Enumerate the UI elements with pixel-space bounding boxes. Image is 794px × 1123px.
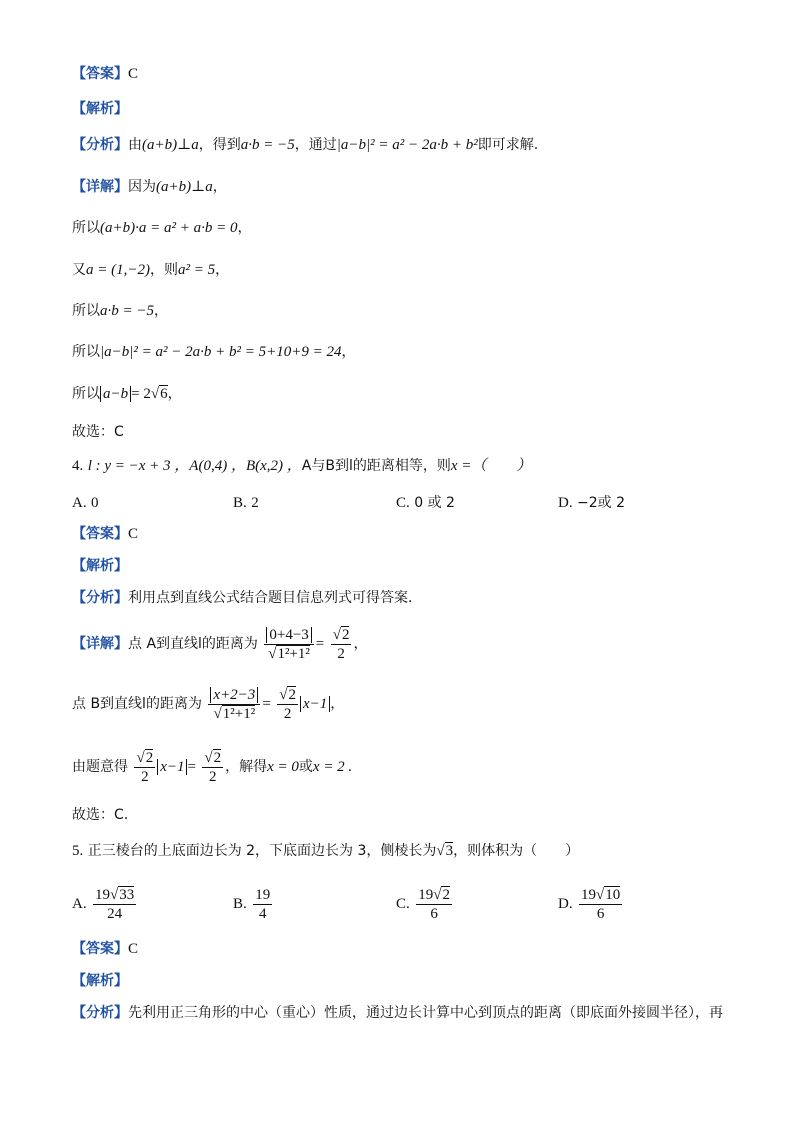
q3-answer-line: [72, 64, 754, 84]
text: 利用点到直线公式结合题目信息列式可得答案.: [128, 590, 413, 606]
numerator: 19: [418, 886, 434, 903]
option-value: 0 或 2: [414, 495, 455, 511]
denominator: 2: [283, 705, 292, 722]
answer-tag: 【答案】: [72, 526, 128, 542]
denominator: 2: [337, 645, 345, 662]
option-label: A.: [72, 896, 87, 912]
q3-analysis-line: [72, 99, 754, 119]
q3-step-2: [72, 218, 754, 238]
option-label: C.: [396, 896, 410, 912]
equals: =: [187, 759, 196, 775]
option-label: B.: [233, 495, 247, 511]
q4-detail-line: [72, 622, 754, 666]
fraction: $\frac{19√2}{6}$: [418, 886, 450, 922]
q5-option-a: [72, 882, 138, 926]
analysis-tag: 【解析】: [72, 101, 128, 117]
numerator: 2: [213, 749, 222, 766]
fenxi-tag: 【分析】: [72, 1005, 128, 1021]
equals: =: [262, 696, 271, 712]
text: ，则体积为（ ）: [453, 843, 580, 859]
analysis-tag: 【解析】: [72, 558, 128, 574]
q4-option-c: [396, 493, 455, 513]
fraction: $\frac{x+2-3}{\text{√1²+1²}}$: [208, 686, 260, 723]
fraction: $\frac{√2}{2}$: [332, 626, 350, 662]
numerator: 2: [145, 749, 154, 766]
math-expr: |a−b|² = a² − 2a·b + b² = 5+10+9 = 24: [100, 344, 342, 360]
q5-answer-line: [72, 939, 754, 959]
denominator: 1²+1²: [277, 645, 310, 662]
fraction: $\frac{√2}{2}$: [204, 749, 222, 785]
text: ，: [154, 303, 168, 319]
text: ，: [330, 696, 345, 712]
numerator-sqrt: 33: [119, 886, 135, 903]
q5-option-d: [558, 882, 624, 926]
math-abs: x−1: [157, 759, 187, 775]
text: ，: [353, 636, 368, 652]
q3-step-4: [72, 301, 754, 321]
text: ，: [341, 344, 356, 360]
q5-fenxi-line: [72, 1003, 754, 1023]
numerator-sqrt: 10: [605, 886, 621, 903]
detail-tag: 【详解】: [72, 636, 128, 652]
question-number: 5.: [72, 843, 84, 859]
numerator: 0+4−3: [266, 627, 311, 643]
text: 由: [128, 137, 142, 153]
numerator: 19: [95, 886, 111, 903]
q5-option-c: [396, 882, 454, 926]
text: 先利用正三角形的中心（重心）性质，通过边长计算中心到顶点的距离（即底面外接圆半径），再: [128, 1005, 723, 1021]
numerator: 2: [341, 626, 350, 643]
math-sqrt: 6: [160, 386, 168, 402]
text: ，通过: [294, 137, 337, 153]
text: 点 A到直线l的距离为: [128, 636, 258, 652]
answer-value: C: [128, 526, 139, 542]
numerator: 19: [255, 886, 271, 903]
math-expr: a·b = −5: [100, 303, 154, 319]
q3-step-3: [72, 260, 754, 280]
numerator: 19: [581, 886, 597, 903]
math-sqrt: 3: [445, 843, 454, 859]
fenxi-tag: 【分析】: [72, 137, 128, 153]
denominator: 24: [107, 905, 123, 922]
numerator: x+2−3: [210, 687, 258, 703]
text: 所以: [72, 386, 100, 402]
text: 所以: [72, 344, 100, 360]
math-expr: (a+b)⊥a: [142, 137, 199, 153]
math-expr: (a+b)⊥a: [156, 179, 213, 195]
q5-analysis-line: [72, 971, 754, 991]
math-expr: a² = 5: [177, 262, 216, 278]
math-abs: x−1: [300, 696, 330, 712]
text: 因为: [128, 179, 156, 195]
q3-step-6: 所以 a−b = 2√6，: [72, 386, 182, 402]
numerator: 2: [288, 686, 296, 703]
text: 所以: [72, 220, 100, 236]
option-value: −2或 2: [577, 495, 626, 511]
answer-tag: 【答案】: [72, 941, 128, 957]
q5-stem: 5. 正三棱台的上底面边长为 2，下底面边长为 3，侧棱长为√3，则体积为（ ）: [72, 843, 580, 859]
fraction: $\frac{19√33}{24}$: [95, 886, 135, 922]
option-value: 2: [251, 495, 259, 511]
numerator-sqrt: 2: [442, 886, 450, 903]
q4-analysis-line: [72, 556, 754, 576]
fraction: $\frac{√2}{2}$: [136, 749, 154, 785]
math-expr: = 2: [131, 386, 151, 402]
denominator: 4: [258, 905, 267, 922]
math-expr: (a+b)·a = a² + a·b = 0: [100, 220, 238, 236]
math-expr: x =（ ）: [450, 458, 532, 474]
q3-choice: 故选：C: [72, 424, 124, 440]
math-abs: a−b: [100, 386, 131, 402]
equals: =: [315, 636, 325, 652]
q4-answer-line: [72, 524, 754, 544]
text: ，: [215, 262, 230, 278]
detail-tag: 【详解】: [72, 179, 128, 195]
question-number: 4.: [72, 458, 84, 474]
fenxi-tag: 【分析】: [72, 590, 128, 606]
text: 或: [298, 759, 313, 775]
q3-detail-line: [72, 177, 754, 197]
q4-fenxi-line: [72, 588, 754, 608]
q4-choice: 故选：C.: [72, 807, 129, 823]
denominator: 1²+1²: [222, 705, 256, 722]
fraction: $\frac{0+4-3}{\text{√1²+1²}}$: [264, 626, 313, 663]
text: ，: [237, 220, 252, 236]
text: 即可求解.: [477, 137, 539, 153]
option-value: 0: [91, 495, 99, 511]
text: 所以: [72, 303, 100, 319]
q4-option-b: [233, 493, 259, 513]
text: 又: [72, 262, 86, 278]
fraction: $\frac{19√10}{6}$: [581, 886, 621, 922]
answer-tag: 【答案】: [72, 66, 128, 82]
text: ，: [212, 179, 227, 195]
math-expr: a = (1,−2): [86, 262, 150, 278]
q3-fenxi-line: [72, 135, 754, 155]
math-expr: |a−b|² = a² − 2a·b + b²: [336, 137, 478, 153]
analysis-tag: 【解析】: [72, 973, 128, 989]
option-label: D.: [558, 896, 573, 912]
text: ，: [167, 386, 182, 402]
denominator: 6: [430, 905, 438, 922]
answer-value: C: [128, 941, 139, 957]
math-expr: l : y = −x + 3 ，A(0,4) ，B(x,2) ，: [87, 458, 302, 474]
q5-option-b: [233, 882, 274, 926]
q4-step-2: [72, 682, 754, 726]
option-label: D.: [558, 495, 573, 511]
option-label: B.: [233, 896, 247, 912]
text: ，解得: [225, 759, 268, 775]
q3-step-5: [72, 342, 754, 362]
fraction: $\frac{√2}{2}$: [279, 686, 296, 722]
text: 正三棱台的上底面边长为 2，下底面边长为 3，侧棱长为: [87, 843, 437, 859]
text: A与B到l的距离相等，则: [301, 458, 451, 474]
math-expr: a·b = −5: [240, 137, 295, 153]
option-label: A.: [72, 495, 87, 511]
q4-option-a: [72, 493, 99, 513]
denominator: 2: [141, 768, 149, 785]
q4-stem: [72, 456, 754, 476]
q4-option-d: [558, 493, 625, 513]
denominator: 6: [596, 905, 605, 922]
text: ，得到: [198, 137, 241, 153]
text: ，则: [149, 262, 178, 278]
q4-step-3: [72, 745, 754, 789]
denominator: 2: [209, 768, 217, 785]
fraction: [253, 886, 272, 923]
math-expr: x = 0: [267, 759, 299, 775]
option-label: C.: [396, 495, 410, 511]
math-expr: x = 2 .: [312, 759, 353, 775]
answer-value: C: [128, 66, 139, 82]
text: 由题意得: [72, 759, 128, 775]
text: 点 B到直线l的距离为: [72, 696, 202, 712]
